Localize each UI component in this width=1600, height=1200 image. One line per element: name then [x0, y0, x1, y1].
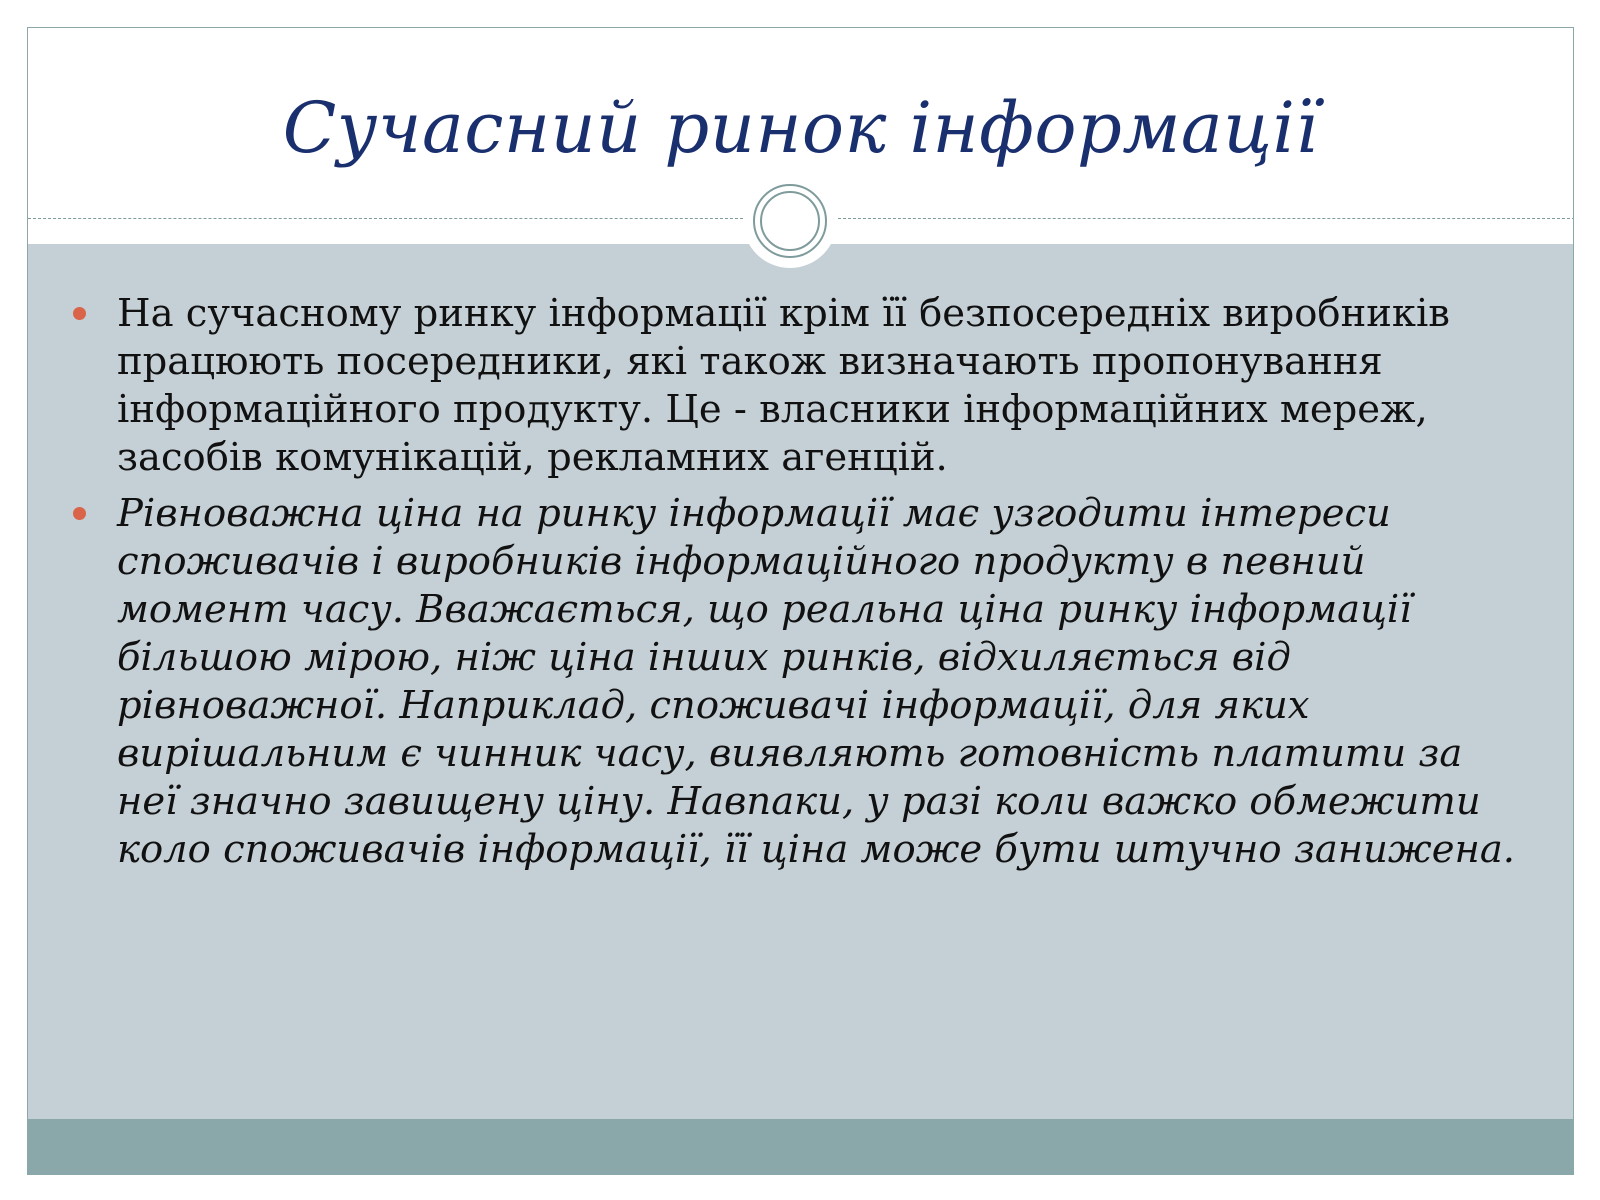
inner-ring — [760, 191, 820, 251]
bullet-text-1: На сучасному ринку інформації крім її безпосередніх виробників працюють посередники, які також визначають пропонування інформаційного продукту. Це - власники інформаційних мереж, засобів комунікацій, рекламних агенцій. — [117, 291, 1450, 480]
slide-title: Сучасний ринок інформації — [282, 87, 1319, 169]
bullet-item-2 — [28, 490, 1573, 874]
divider-left — [28, 218, 748, 219]
double-circle-ornament-icon — [743, 174, 837, 268]
bullet-item-1 — [28, 290, 1573, 482]
bullet-text-2: Рівноважна ціна на ринку інформації має узгодити інтереси споживачів і виробників інформаційного продукту в певний момент часу. Вважається, що реальна ціна ринку інформації більшою мірою, ніж ціна інших ринків, відхиляється від рівноважної. Наприклад, споживачі інформації, для яких вирішальним є чинник часу, виявляють готовність платити за неї значно завищену ціну. Навпаки, у разі коли важко обмежити коло споживачів інформації, її ціна може бути штучно занижена. — [117, 491, 1516, 872]
bullet-dot-icon — [73, 507, 86, 520]
slide — [27, 27, 1574, 1175]
footer-bar — [28, 1119, 1573, 1174]
bullet-list — [28, 290, 1573, 882]
divider-right — [838, 218, 1574, 219]
outer-ring — [753, 184, 827, 258]
bullet-dot-icon — [73, 307, 86, 320]
